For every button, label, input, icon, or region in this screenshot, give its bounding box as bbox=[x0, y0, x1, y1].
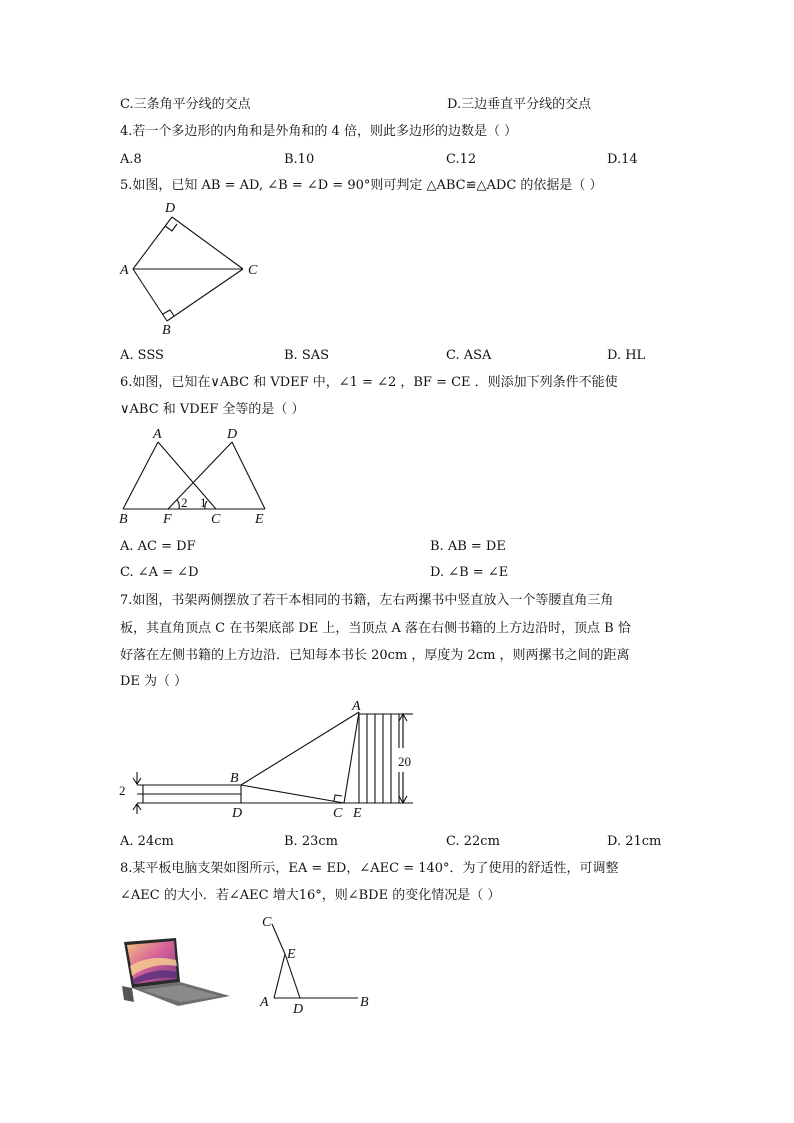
q6-label-2: 2 bbox=[181, 495, 188, 510]
q8-stem-line2: ∠AEC 的大小．若∠AEC 增大16°，则∠BDE 的变化情况是（ ） bbox=[120, 888, 501, 903]
q4-option-c: C.12 bbox=[446, 152, 477, 167]
q8-label-b: B bbox=[360, 995, 369, 1010]
q6-label-a: A bbox=[153, 427, 162, 442]
q6-label-f: F bbox=[163, 512, 172, 527]
q3-option-d: D.三边垂直平分线的交点 bbox=[447, 97, 592, 112]
q6-label-c: C bbox=[211, 512, 221, 527]
q5-label-a: A bbox=[120, 263, 129, 278]
q6-label-d: D bbox=[227, 427, 238, 442]
q5-option-c: C. ASA bbox=[446, 348, 492, 363]
tablet-stand-photo bbox=[120, 936, 232, 1008]
q6-option-c: C. ∠A = ∠D bbox=[120, 565, 199, 580]
q7-stem-line4: DE 为（ ） bbox=[120, 674, 188, 689]
q6-stem-line1: 6.如图，已知在∨ABC 和 VDEF 中，∠1 = ∠2 ，BF = CE ．则添加下列条件不能使 bbox=[120, 375, 618, 390]
q5-option-b: B. SAS bbox=[284, 348, 330, 363]
q7-label-2: 2 bbox=[119, 783, 126, 798]
q7-label-a: A bbox=[352, 699, 361, 714]
q8-figure bbox=[250, 910, 380, 1020]
q6-label-1: 1 bbox=[200, 495, 207, 510]
q5-label-c: C bbox=[248, 263, 258, 278]
q6-option-a: A. AC = DF bbox=[120, 539, 196, 554]
q5-label-b: B bbox=[162, 323, 171, 338]
q7-stem-line3: 好落在左侧书籍的上方边沿．已知每本书长 20cm ，厚度为 2cm ，则两摞书之间的距离 bbox=[120, 648, 630, 663]
q6-option-b: B. AB = DE bbox=[430, 539, 506, 554]
q7-figure bbox=[115, 698, 425, 823]
q7-label-20: 20 bbox=[398, 754, 411, 769]
q7-stem-line2: 板，其直角顶点 C 在书架底部 DE 上，当顶点 A 落在右侧书籍的上方边沿时，顶点 B 恰 bbox=[120, 621, 631, 636]
q5-option-d: D. HL bbox=[607, 348, 646, 363]
q6-label-e: E bbox=[255, 512, 264, 527]
q7-label-b: B bbox=[230, 771, 239, 786]
q8-label-c: C bbox=[262, 915, 272, 930]
q8-label-a: A bbox=[260, 995, 269, 1010]
q7-option-b: B. 23cm bbox=[284, 834, 338, 849]
q8-stem-line1: 8.某平板电脑支架如图所示，EA = ED，∠AEC = 140°．为了使用的舒适性，可调整 bbox=[120, 861, 619, 876]
q4-stem: 4.若一个多边形的内角和是外角和的 4 倍，则此多边形的边数是（ ） bbox=[120, 124, 518, 139]
q4-option-a: A.8 bbox=[120, 152, 142, 167]
q6-label-b: B bbox=[119, 512, 128, 527]
q8-label-e: E bbox=[287, 947, 296, 962]
q6-figure bbox=[115, 425, 275, 527]
q6-stem-line2: ∨ABC 和 VDEF 全等的是（ ） bbox=[120, 402, 305, 417]
q7-stem-line1: 7.如图，书架两侧摆放了若干本相同的书籍，左右两摞书中竖直放入一个等腰直角三角 bbox=[120, 593, 614, 608]
q8-label-d: D bbox=[293, 1002, 304, 1017]
q7-label-e: E bbox=[353, 806, 362, 821]
q7-label-d: D bbox=[232, 806, 243, 821]
q7-option-c: C. 22cm bbox=[446, 834, 500, 849]
q5-option-a: A. SSS bbox=[120, 348, 164, 363]
q7-option-a: A. 24cm bbox=[120, 834, 174, 849]
q5-stem: 5.如图，已知 AB = AD, ∠B = ∠D = 90°则可判定 △ABC≌△ADC 的依据是（ ） bbox=[120, 178, 603, 193]
q4-option-d: D.14 bbox=[607, 152, 638, 167]
q3-option-c: C.三条角平分线的交点 bbox=[120, 97, 251, 112]
q7-label-c: C bbox=[333, 806, 343, 821]
q5-label-d: D bbox=[165, 201, 176, 216]
q7-option-d: D. 21cm bbox=[607, 834, 662, 849]
q5-figure bbox=[118, 198, 268, 338]
q6-option-d: D. ∠B = ∠E bbox=[430, 565, 509, 580]
q4-option-b: B.10 bbox=[284, 152, 315, 167]
